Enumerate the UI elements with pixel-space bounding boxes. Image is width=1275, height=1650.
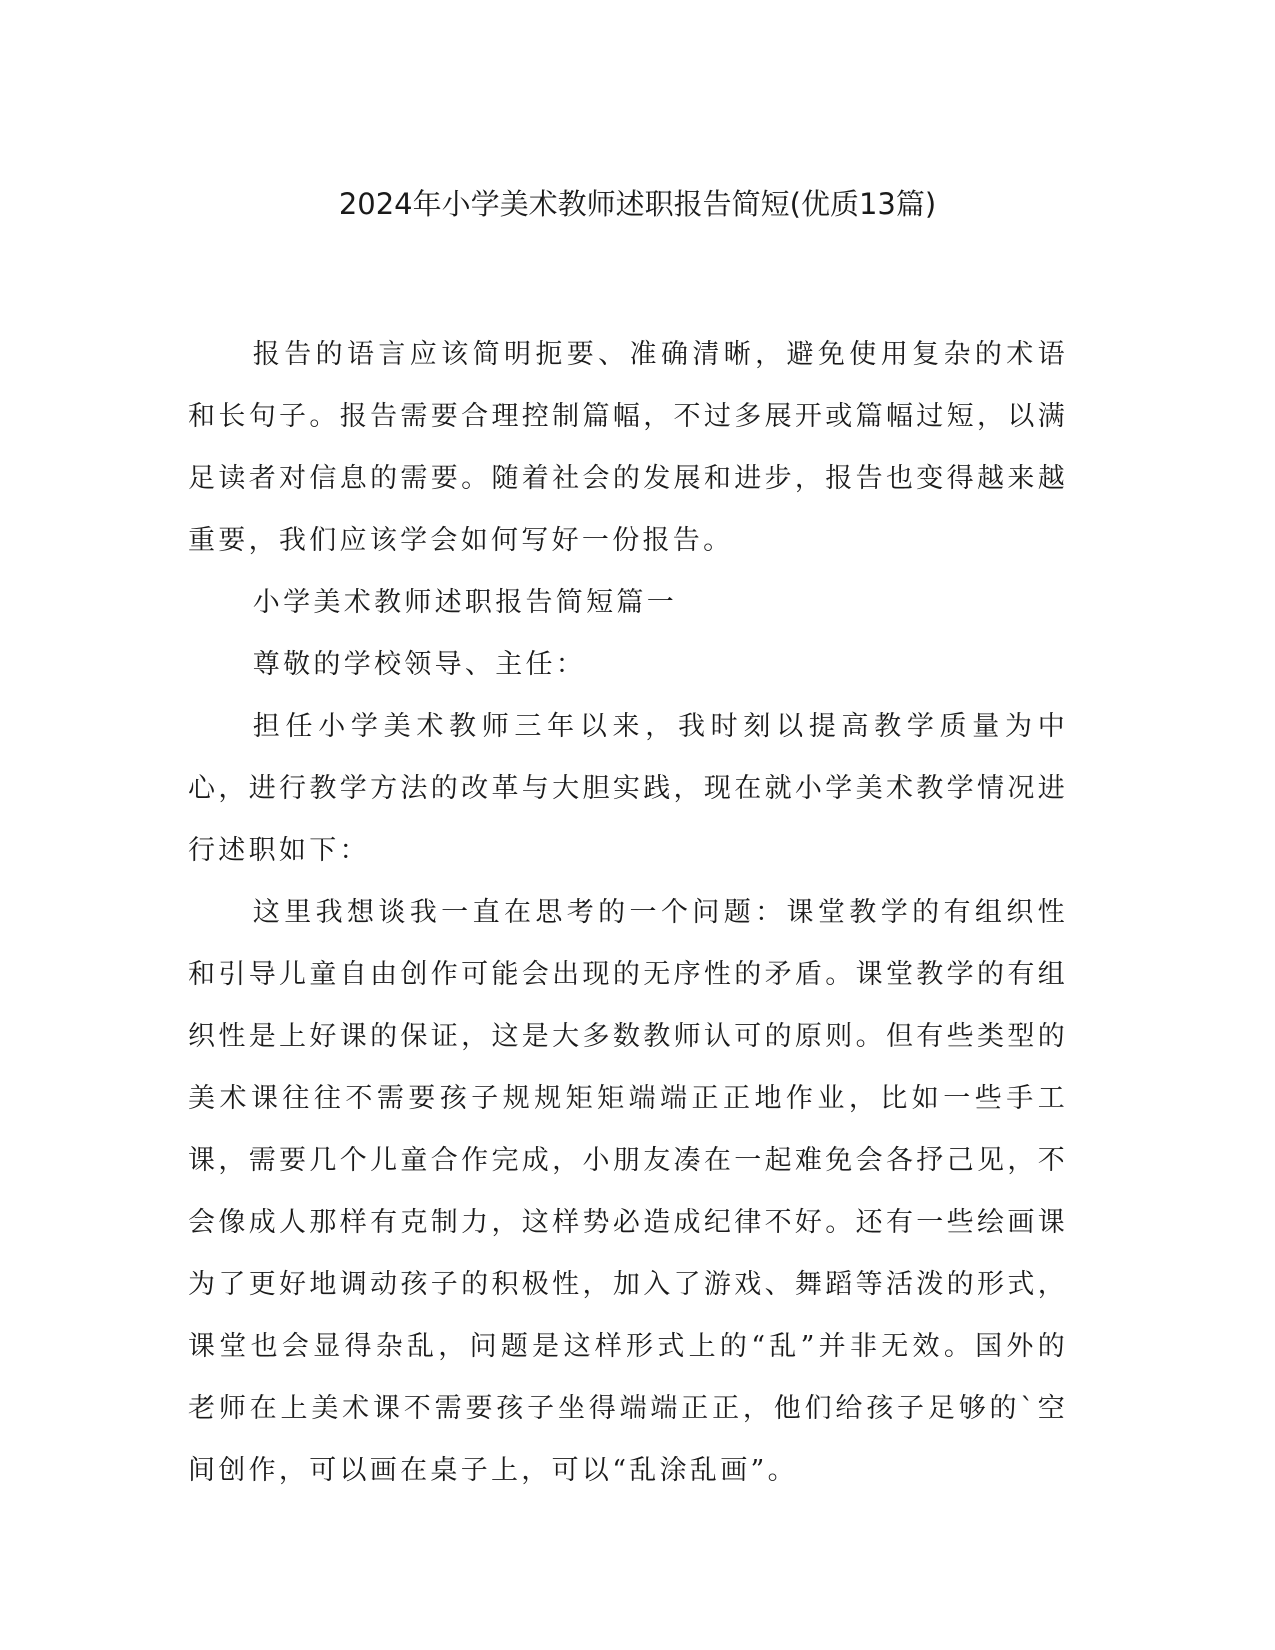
paragraph-opening: 担任小学美术教师三年以来，我时刻以提高教学质量为中心，进行教学方法的改革与大胆实践，现在就小学美术教学情况进行述职如下： bbox=[188, 711, 1068, 866]
section-heading: 小学美术教师述职报告简短篇一 bbox=[252, 587, 677, 618]
document-title: 2024年小学美术教师述职报告简短(优质13篇) bbox=[338, 187, 937, 221]
paragraph-intro: 报告的语言应该简明扼要、准确清晰，避免使用复杂的术语和长句子。报告需要合理控制篇幅，不过多展开或篇幅过短，以满足读者对信息的需要。随着社会的发展和进步，报告也变得越来越重要，我们应该学会如何写好一份报告。 bbox=[188, 339, 1068, 556]
document-body bbox=[188, 324, 1068, 1502]
salutation: 尊敬的学校领导、主任： bbox=[252, 649, 587, 680]
paragraph-discussion: 这里我想谈我一直在思考的一个问题：课堂教学的有组织性和引导儿童自由创作可能会出现的无序性的矛盾。课堂教学的有组织性是上好课的保证，这是大多数教师认可的原则。但有些类型的美术课往往不需要孩子规规矩矩端端正正地作业，比如一些手工课，需要几个儿童合作完成，小朋友凑在一起难免会各抒己见，不会像成人那样有克制力，这样势必造成纪律不好。还有一些绘画课为了更好地调动孩子的积极性，加入了游戏、舞蹈等活泼的形式，课堂也会显得杂乱，问题是这样形式上的“乱”并非无效。国外的老师在上美术课不需要孩子坐得端端正正，他们给孩子足够的`空间创作，可以画在桌子上，可以“乱涂乱画”。 bbox=[188, 897, 1068, 1486]
